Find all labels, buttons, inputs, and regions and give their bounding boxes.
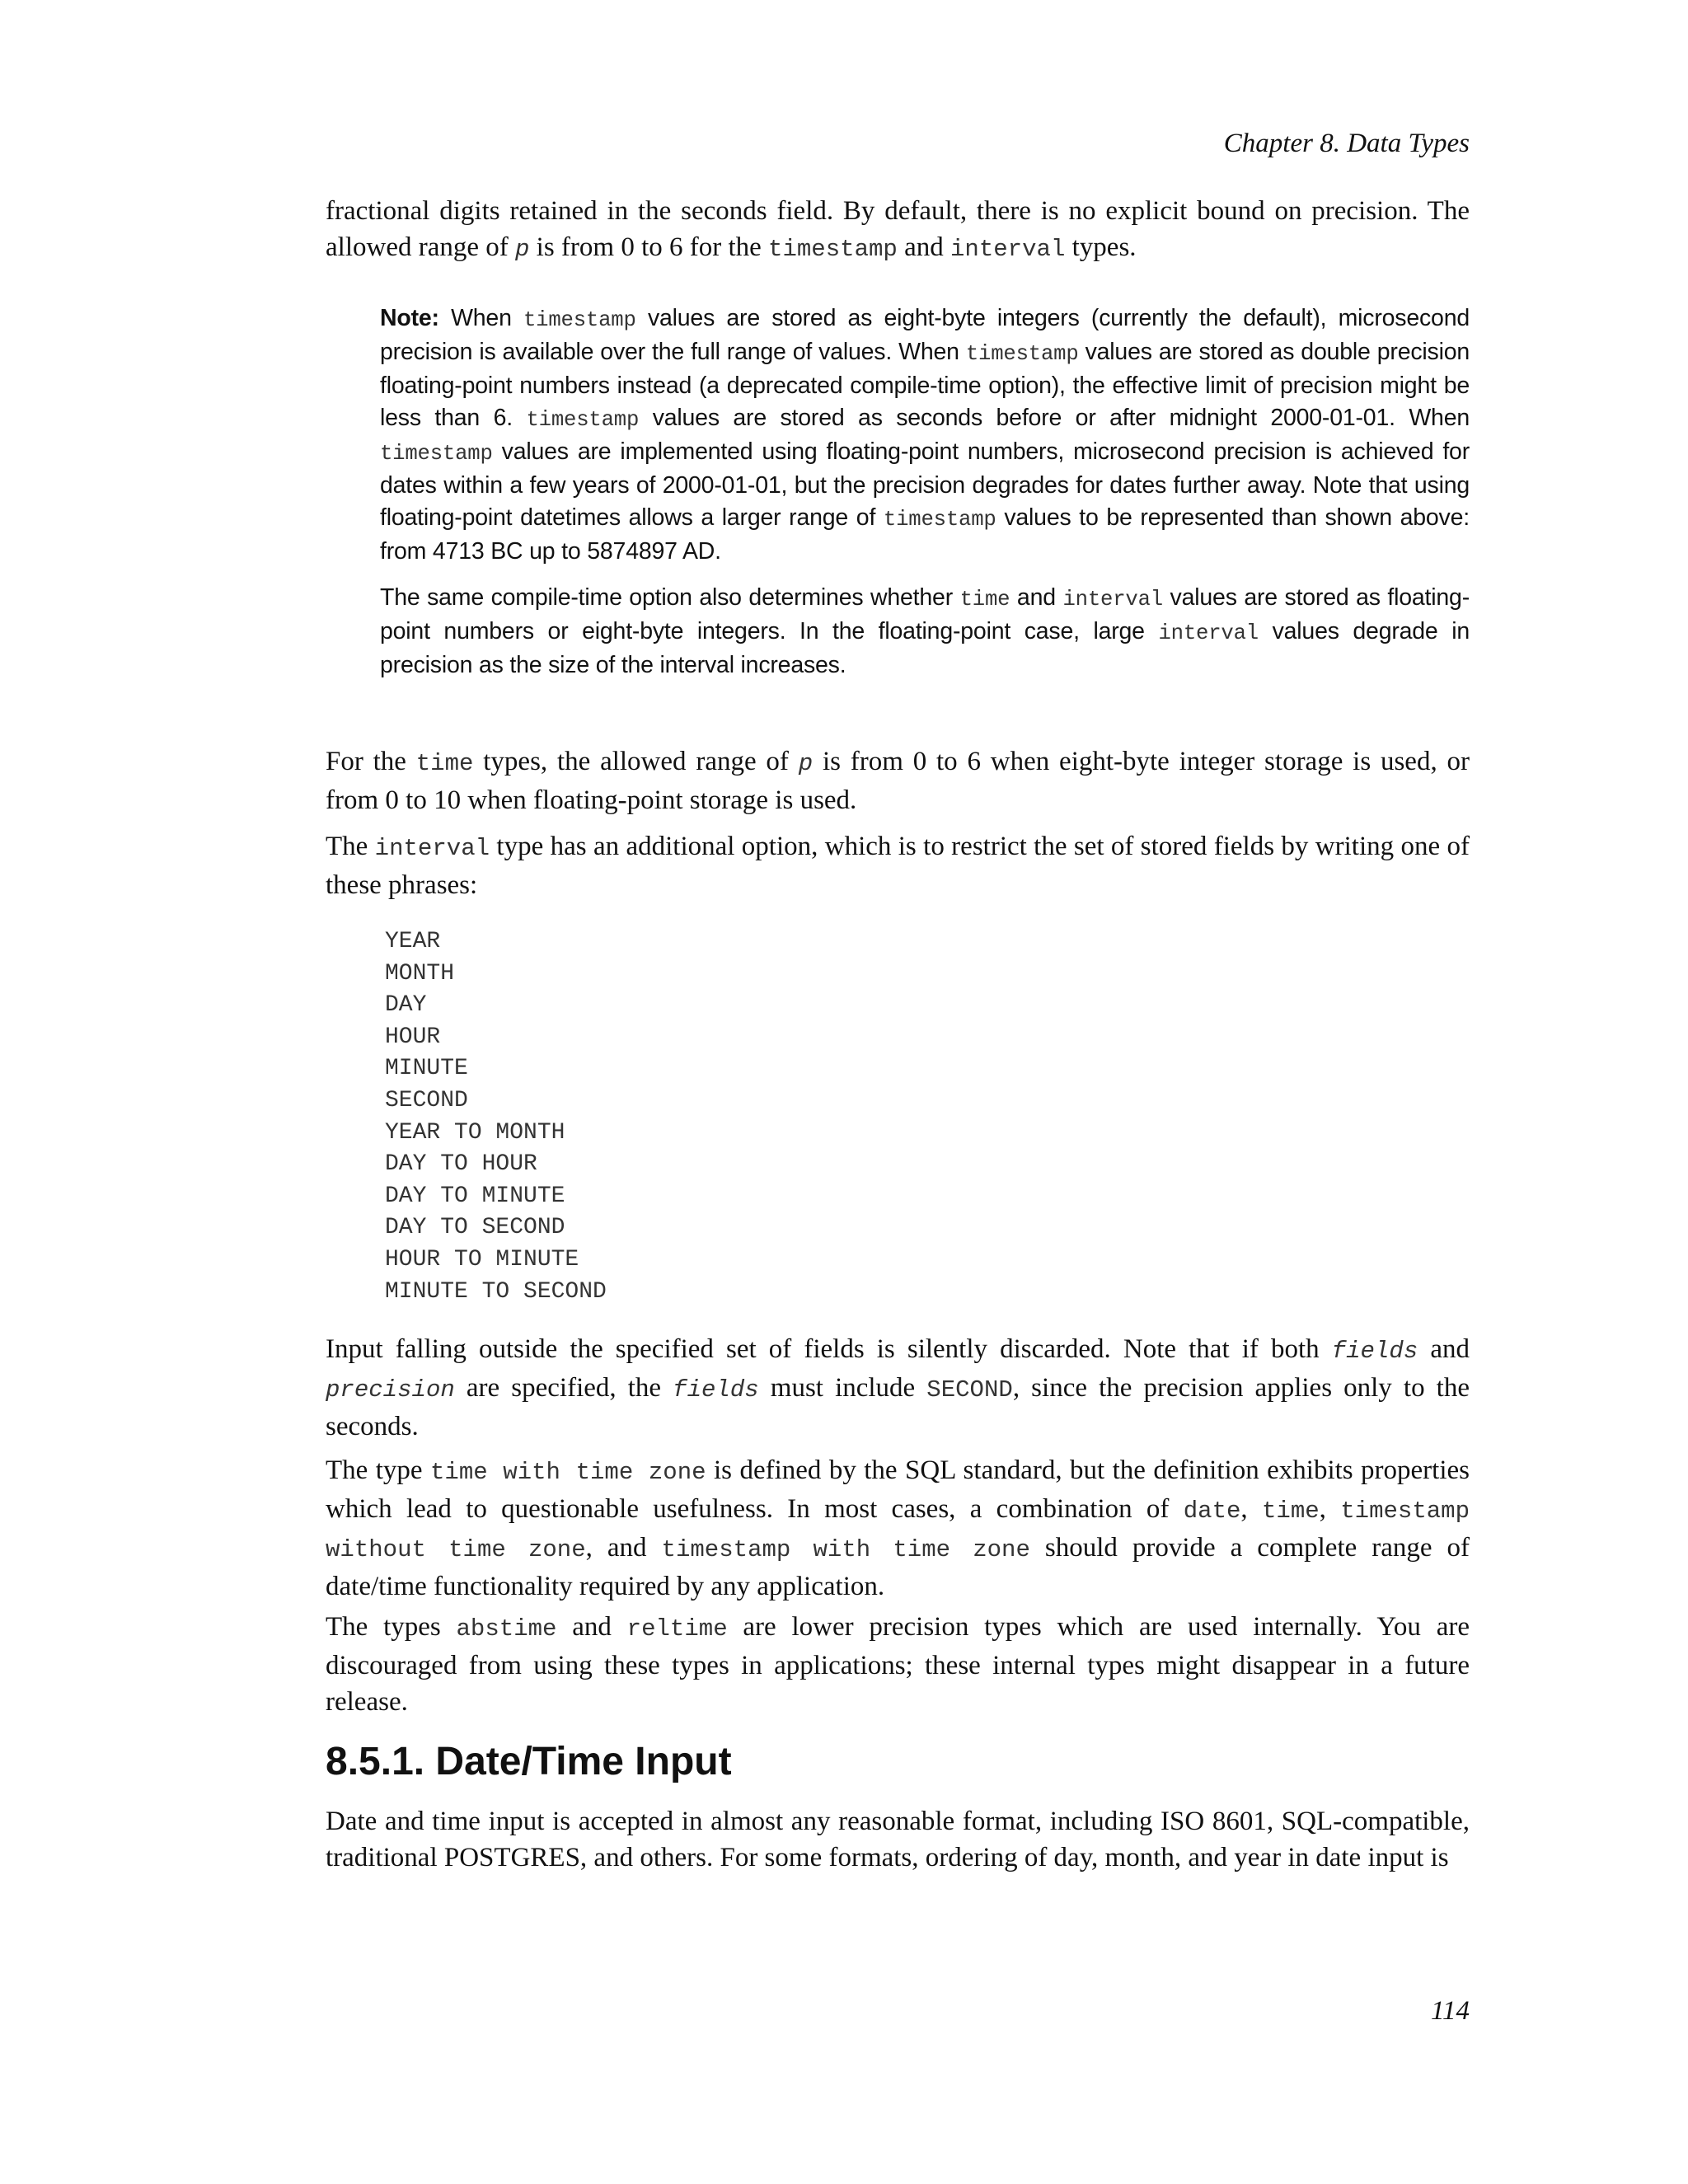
code-interval: interval	[1062, 588, 1163, 612]
code-timestamp: timestamp	[965, 342, 1079, 366]
text: fractional digits retained in the seconds field. By default, there is no explicit bound on precision. The allowed range of	[326, 196, 1470, 262]
code-reltime: reltime	[626, 1615, 728, 1643]
text: ,	[1240, 1494, 1262, 1524]
text: The type	[326, 1455, 430, 1485]
phrase-item: MONTH	[385, 960, 455, 987]
text: values degrade in precision as the size of the interval increases.	[380, 618, 1470, 678]
parameter-p: p	[515, 236, 530, 263]
code-date: date	[1183, 1497, 1241, 1525]
code-timestamp-without-time-zone: timestamp without time zone	[326, 1497, 1470, 1563]
paragraph-interval-option	[326, 828, 1470, 903]
code-time: time	[415, 750, 474, 777]
text: , and	[585, 1533, 662, 1563]
text: and	[556, 1612, 627, 1642]
code-timestamp: timestamp	[523, 308, 636, 332]
note-paragraph-1	[380, 302, 1470, 568]
code-interval: interval	[374, 835, 490, 862]
parameter-p: p	[798, 750, 814, 777]
code-time-with-time-zone: time with time zone	[430, 1459, 706, 1486]
phrase-item: DAY TO MINUTE	[385, 1183, 565, 1209]
phrase-item: DAY TO SECOND	[385, 1215, 565, 1241]
text: ,	[1319, 1494, 1341, 1524]
text: are lower precision types which are used internally. You are discouraged from using these types in applications; these internal types might disappear in a future release.	[326, 1612, 1470, 1717]
code-second: SECOND	[926, 1376, 1013, 1404]
text: The types	[326, 1612, 457, 1642]
code-interval: interval	[950, 236, 1066, 263]
running-header: Chapter 8. Data Types	[1223, 129, 1470, 158]
text: must include	[758, 1373, 927, 1403]
phrase-item: SECOND	[385, 1087, 468, 1113]
text: The	[326, 832, 375, 861]
section-heading: 8.5.1. Date/Time Input	[326, 1740, 732, 1783]
text: is from 0 to 6 when eight-byte integer storage is used, or from 0 to 10 when floating-point storage is used.	[326, 747, 1470, 815]
note-paragraph-2	[380, 582, 1470, 682]
text: values are stored as floating-point numbers or eight-byte integers. In the floating-point case, large	[380, 584, 1470, 644]
text: values are stored as eight-byte integers (currently the default), microsecond precision is available over the full range of values. When	[380, 305, 1470, 365]
phrase-item: YEAR TO MONTH	[385, 1119, 565, 1146]
text: types, the allowed range of	[473, 747, 799, 776]
paragraph-time-with-time-zone	[326, 1452, 1470, 1605]
page-number: 114	[1430, 1996, 1470, 2026]
text: is defined by the SQL standard, but the definition exhibits properties which lead to questionable usefulness. In most cases, a combination of	[326, 1455, 1470, 1524]
note-label: Note:	[380, 305, 439, 331]
code-timestamp-with-time-zone: timestamp with time zone	[661, 1536, 1030, 1563]
code-timestamp: timestamp	[526, 408, 640, 432]
text: and	[1010, 584, 1063, 611]
text: values are implemented using floating-point numbers, microsecond precision is achieved for dates within a few years of 2000-01-01, but the precision degrades for dates further away. Note that using floating-point datetimes allows a larger range of	[380, 438, 1470, 531]
text: , since the precision applies only to the seconds.	[326, 1373, 1470, 1441]
phrase-item: DAY	[385, 992, 427, 1019]
phrase-item: HOUR	[385, 1024, 441, 1050]
text: types.	[1065, 232, 1137, 262]
text: is from 0 to 6 for the	[529, 232, 769, 262]
paragraph-date-time-input: Date and time input is accepted in almost any reasonable format, including ISO 8601, SQL-compatible, traditional POSTGRES, and others. For some formats, ordering of day, month, and year in date input is	[326, 1807, 1470, 1872]
note-box	[380, 302, 1470, 696]
paragraph-precision-range	[326, 193, 1470, 268]
code-interval: interval	[1158, 621, 1259, 645]
parameter-fields: fields	[673, 1376, 759, 1404]
phrase-item: DAY TO HOUR	[385, 1151, 537, 1178]
phrase-item: MINUTE	[385, 1056, 468, 1082]
paragraph-fields-discarded	[326, 1331, 1470, 1445]
text: values to be represented than shown above: from 4713 BC up to 5874897 AD.	[380, 504, 1470, 565]
paragraph-time-range	[326, 743, 1470, 818]
code-time: time	[1261, 1497, 1320, 1525]
code-abstime: abstime	[456, 1615, 557, 1643]
document-page	[326, 0, 1470, 2184]
code-timestamp: timestamp	[768, 236, 898, 263]
phrase-item: HOUR TO MINUTE	[385, 1246, 579, 1272]
text: type has an additional option, which is to restrict the set of stored fields by writing one of these phrases:	[326, 832, 1470, 900]
text: When	[438, 305, 523, 331]
code-time: time	[959, 588, 1010, 612]
text: values are stored as seconds before or after midnight 2000-01-01. When	[639, 405, 1470, 431]
interval-phrase-list	[385, 926, 607, 1308]
text: The same compile-time option also determines whether	[380, 584, 960, 611]
parameter-fields: fields	[1331, 1338, 1418, 1365]
text: should provide a complete range of date/time functionality required by any application.	[326, 1533, 1470, 1601]
text: and	[1418, 1334, 1470, 1364]
text: Input falling outside the specified set of fields is silently discarded. Note that if both	[326, 1334, 1332, 1364]
phrase-item: YEAR	[385, 929, 441, 954]
code-timestamp: timestamp	[380, 442, 493, 466]
parameter-precision: precision	[326, 1376, 455, 1404]
text: For the	[326, 747, 416, 776]
text: values are stored as double precision floating-point numbers instead (a deprecated compile-time option), the effective limit of precision might be less than 6.	[380, 339, 1470, 431]
phrase-item: MINUTE TO SECOND	[385, 1278, 607, 1305]
text: are specified, the	[454, 1373, 673, 1403]
paragraph-abstime-reltime	[326, 1609, 1470, 1720]
code-timestamp: timestamp	[883, 508, 996, 532]
text: and	[897, 232, 950, 262]
